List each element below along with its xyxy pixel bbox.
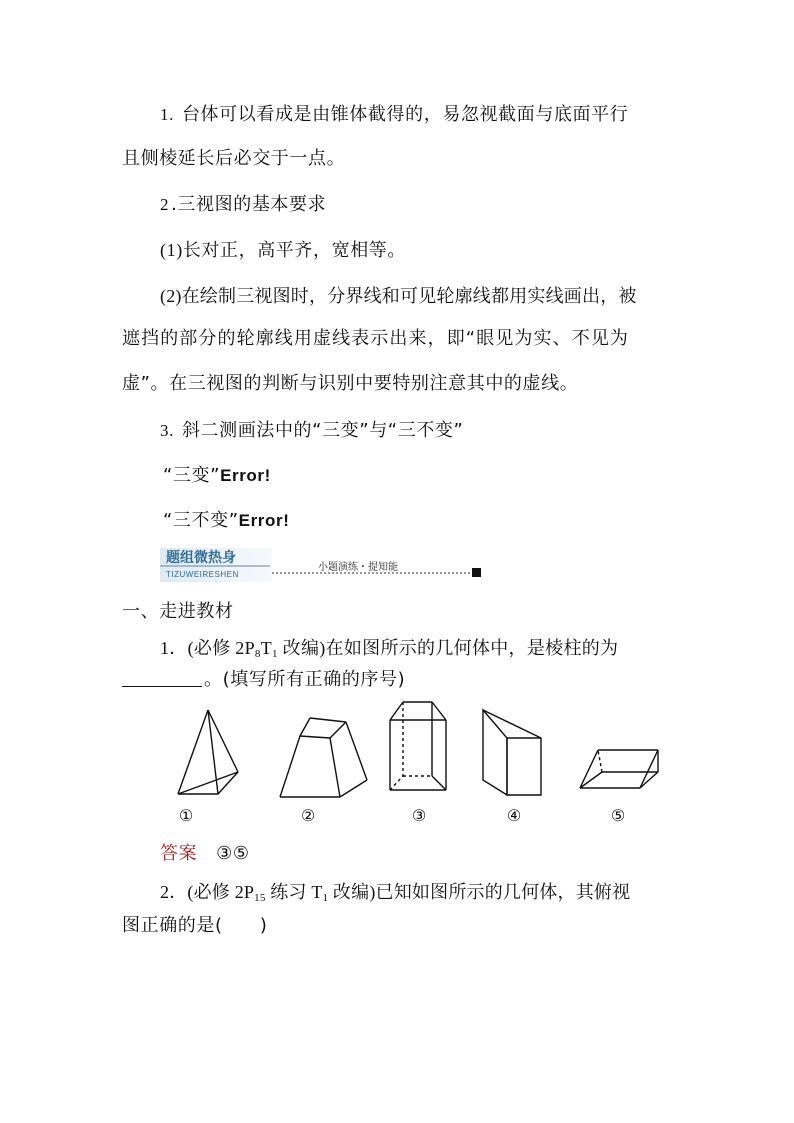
three-changes-label: “三变” <box>163 465 221 486</box>
figure-label-3: ③ <box>411 806 427 825</box>
item-number: 3. <box>160 421 174 440</box>
question-text: 已知如图所示的几何体，其俯视 <box>375 882 631 903</box>
banner-graphic <box>160 546 490 586</box>
item-number: (1) <box>160 240 183 260</box>
paragraph-2-heading <box>160 193 712 217</box>
figure-label-4: ④ <box>506 806 522 825</box>
paragraph-text: 且侧棱延长后必交于一点。 <box>122 148 346 169</box>
paragraph-1-line-1 <box>160 103 675 127</box>
three-unchanged-line <box>163 509 715 533</box>
three-changes-line <box>163 464 715 488</box>
paragraph-text: 长对正，高平齐，宽相等。 <box>182 240 406 261</box>
paragraph-4-line-1 <box>160 284 675 309</box>
question-1-line-1 <box>160 636 675 661</box>
paragraph-text: 斜二测画法中的“三变”与“三不变” <box>181 420 464 441</box>
paragraph-text: 在绘制三视图时，分界线和可见轮廓线都用实线画出，被 <box>181 286 637 307</box>
question-2-line-2 <box>122 914 674 938</box>
paragraph-text: .三视图的基本要求 <box>171 194 327 215</box>
question-text: 。(填写所有正确的序号) <box>204 669 406 690</box>
paragraph-text: 遮挡的部分的轮廓线用虚线表示出来，即“眼见为实、不见为 <box>122 328 630 349</box>
item-number: 2 <box>160 195 170 214</box>
paragraph-4-line-3 <box>122 372 674 396</box>
question-text: 在如图所示的几何体中，是棱柱的为 <box>325 638 619 659</box>
item-number: 1. <box>160 105 174 124</box>
solid-2-frustum <box>280 718 367 797</box>
solid-5-oblique-prism <box>580 750 658 788</box>
paragraph-1-line-2 <box>122 147 674 171</box>
paragraph-text: 虚”。在三视图的判断与识别中要特别注意其中的虚线。 <box>122 373 579 394</box>
paragraph-3 <box>160 238 712 263</box>
section-banner <box>160 546 490 586</box>
answer-blank[interactable] <box>122 668 202 687</box>
figure-label-2: ② <box>300 806 316 825</box>
item-number: (2) <box>160 286 182 306</box>
figure-label-5: ⑤ <box>610 806 626 825</box>
banner-subtitle: 小题演练・提知能 <box>318 562 398 573</box>
paragraph-4-line-2 <box>122 327 674 351</box>
section-heading: 一、走进教材 <box>122 601 234 622</box>
banner-title: 题组微热身 <box>166 550 236 566</box>
solid-1-pyramid <box>178 710 238 794</box>
question-2-line-1 <box>160 880 675 905</box>
solid-3-prism <box>390 702 446 790</box>
solid-4-wedge <box>483 710 541 795</box>
answer-line <box>160 842 712 866</box>
figure-label-1: ① <box>178 806 194 825</box>
error-text: Error! <box>220 466 271 485</box>
error-text: Error! <box>238 511 290 530</box>
question-source: (必修 $2P_{15}$ 练习 $T_1$ 改编) <box>187 882 376 904</box>
question-number: 2． <box>160 882 188 902</box>
answer-label: 答案 <box>160 843 198 864</box>
three-unchanged-label: “三不变” <box>163 510 239 531</box>
question-number: 1． <box>160 638 188 658</box>
paragraph-text: 台体可以看成是由锥体截得的，易忽视截面与底面平行 <box>181 104 629 125</box>
question-source: (必修 $2P_8T_1$ 改编) <box>187 638 326 660</box>
paragraph-5-heading <box>160 419 712 443</box>
banner-pinyin: TIZUWEIRESHEN <box>166 570 239 579</box>
answer-value: ③⑤ <box>216 843 250 864</box>
question-1-line-2 <box>122 668 674 692</box>
question-text: 图正确的是( ) <box>122 915 268 936</box>
